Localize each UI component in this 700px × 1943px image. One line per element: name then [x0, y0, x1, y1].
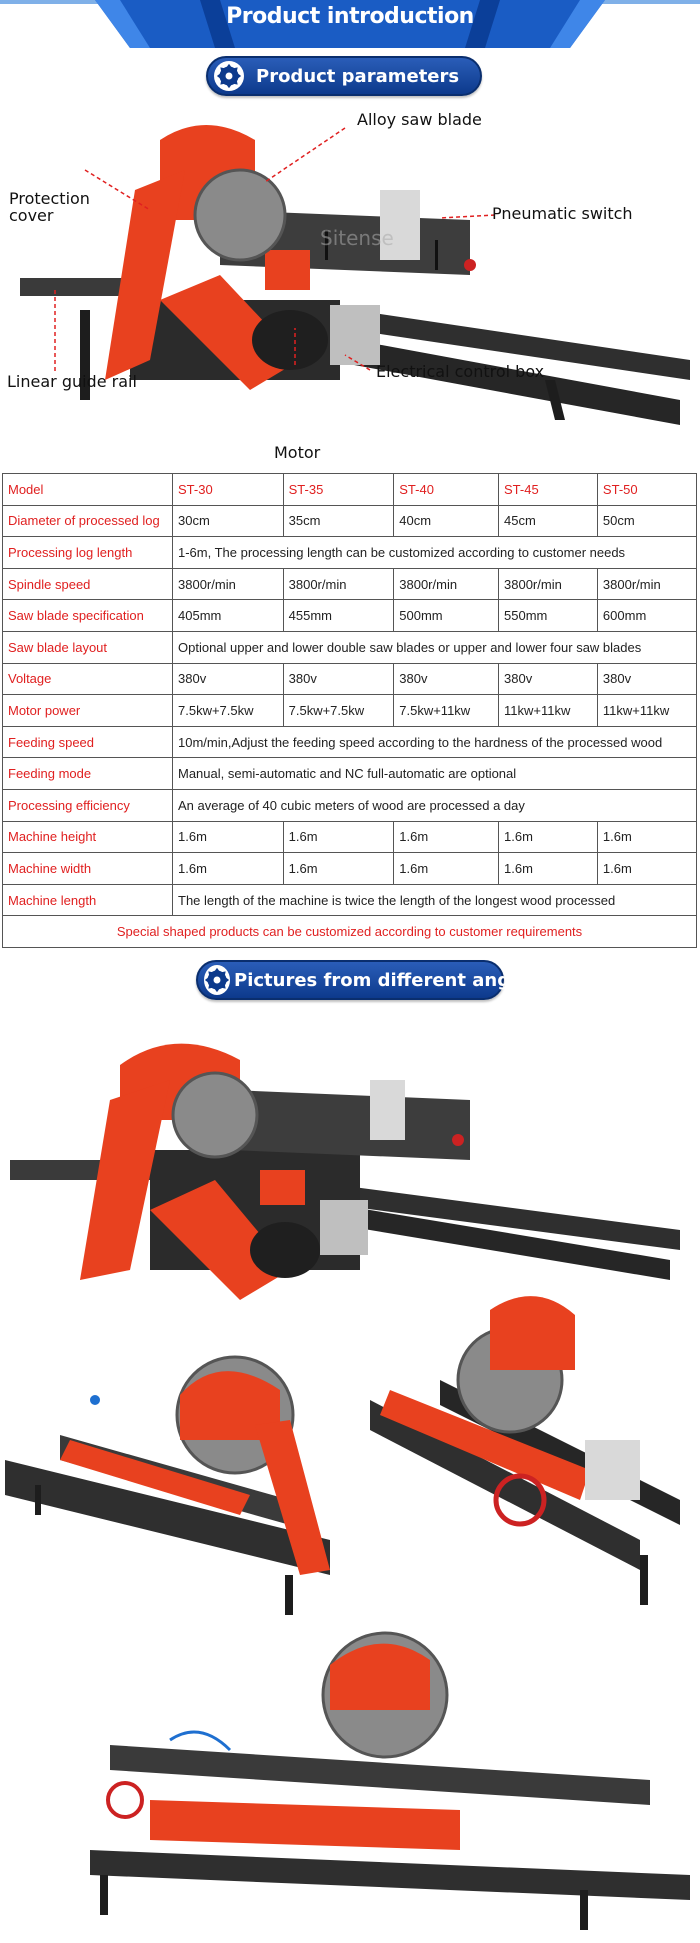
- table-cell: 45cm: [499, 505, 598, 537]
- row-label: Machine width: [3, 853, 173, 885]
- table-cell: 1.6m: [283, 853, 394, 885]
- table-cell: 7.5kw+7.5kw: [173, 695, 284, 727]
- table-row: [3, 789, 697, 821]
- table-cell: 1.6m: [283, 821, 394, 853]
- row-label: Motor power: [3, 695, 173, 727]
- section-title: Product parameters: [256, 65, 460, 87]
- table-cell: 1.6m: [597, 853, 696, 885]
- table-cell-span: Optional upper and lower double saw blades or upper and lower four saw blades: [173, 631, 697, 663]
- table-row: [3, 537, 697, 569]
- table-cell: 1.6m: [173, 821, 284, 853]
- machine-photo-side: [0, 1600, 700, 1940]
- table-cell-span: The length of the machine is twice the length of the longest wood processed: [173, 884, 697, 916]
- saw-blade-icon: [214, 61, 244, 91]
- table-cell: 1.6m: [394, 821, 499, 853]
- table-cell: 550mm: [499, 600, 598, 632]
- table-cell: 1.6m: [499, 821, 598, 853]
- table-cell: 500mm: [394, 600, 499, 632]
- table-cell: 1.6m: [173, 853, 284, 885]
- table-cell-span: An average of 40 cubic meters of wood are processed a day: [173, 789, 697, 821]
- row-label: Saw blade specification: [3, 600, 173, 632]
- table-header-cell: ST-40: [394, 474, 499, 506]
- top-banner: [0, 0, 700, 50]
- machine-main-photo: [0, 100, 700, 465]
- table-cell: 380v: [173, 663, 284, 695]
- row-label: Processing efficiency: [3, 789, 173, 821]
- table-header-cell: ST-45: [499, 474, 598, 506]
- table-cell: 11kw+11kw: [499, 695, 598, 727]
- table-header-cell: ST-50: [597, 474, 696, 506]
- table-header-label: Model: [3, 474, 173, 506]
- callout-motor: Motor: [274, 443, 321, 462]
- table-row: [3, 663, 697, 695]
- row-label: Machine height: [3, 821, 173, 853]
- table-cell: 50cm: [597, 505, 696, 537]
- table-cell-span: 1-6m, The processing length can be customized according to customer needs: [173, 537, 697, 569]
- callout-protection-cover: Protection cover: [9, 189, 90, 225]
- watermark: Sitense: [320, 226, 394, 250]
- table-cell: 1.6m: [499, 853, 598, 885]
- row-label: Diameter of processed log: [3, 505, 173, 537]
- table-cell: 1.6m: [394, 853, 499, 885]
- saw-blade-icon: [204, 965, 230, 995]
- table-cell: 11kw+11kw: [597, 695, 696, 727]
- callout-alloy-saw-blade: Alloy saw blade: [357, 110, 482, 129]
- table-cell: 7.5kw+11kw: [394, 695, 499, 727]
- table-row: [3, 505, 697, 537]
- table-cell: 380v: [394, 663, 499, 695]
- banner-title: Product introduction: [226, 4, 474, 29]
- table-cell: 3800r/min: [173, 568, 284, 600]
- table-note-row: [3, 916, 697, 948]
- row-label: Saw blade layout: [3, 631, 173, 663]
- row-label: Processing log length: [3, 537, 173, 569]
- section-title: Pictures from different angles: [234, 969, 540, 991]
- table-row: [3, 600, 697, 632]
- table-row: [3, 884, 697, 916]
- table-cell-span: 10m/min,Adjust the feeding speed according to the hardness of the processed wood: [173, 726, 697, 758]
- table-cell: 40cm: [394, 505, 499, 537]
- machine-photo-left-angle: [0, 1310, 360, 1640]
- table-cell: 35cm: [283, 505, 394, 537]
- table-cell: 3800r/min: [283, 568, 394, 600]
- table-row: [3, 853, 697, 885]
- callout-linear-guide-rail: Linear guide rail: [7, 372, 137, 391]
- table-cell: 380v: [499, 663, 598, 695]
- table-cell: 3800r/min: [597, 568, 696, 600]
- machine-photo-right-angle: [360, 1270, 700, 1630]
- callout-pneumatic-switch: Pneumatic switch: [492, 204, 633, 223]
- table-header-row: [3, 474, 697, 506]
- table-cell: 600mm: [597, 600, 696, 632]
- section-header-pictures: [196, 960, 540, 1000]
- table-cell-span: Manual, semi-automatic and NC full-automatic are optional: [173, 758, 697, 790]
- table-header-cell: ST-35: [283, 474, 394, 506]
- callout-electrical-control-box: Electrical control box: [376, 362, 545, 381]
- table-row: [3, 726, 697, 758]
- table-row: [3, 568, 697, 600]
- table-cell: 455mm: [283, 600, 394, 632]
- table-header-cell: ST-30: [173, 474, 284, 506]
- table-row: [3, 821, 697, 853]
- table-cell: 380v: [597, 663, 696, 695]
- row-label: Spindle speed: [3, 568, 173, 600]
- table-row: [3, 695, 697, 727]
- row-label: Voltage: [3, 663, 173, 695]
- parameter-table: [2, 473, 697, 948]
- table-cell: 1.6m: [597, 821, 696, 853]
- table-cell: 3800r/min: [499, 568, 598, 600]
- row-label: Feeding speed: [3, 726, 173, 758]
- table-cell: 7.5kw+7.5kw: [283, 695, 394, 727]
- row-label: Machine length: [3, 884, 173, 916]
- table-cell: 3800r/min: [394, 568, 499, 600]
- table-row: [3, 758, 697, 790]
- table-note: Special shaped products can be customized according to customer requirements: [3, 916, 697, 948]
- machine-photo-front: [0, 1010, 700, 1310]
- table-row: [3, 631, 697, 663]
- table-cell: 30cm: [173, 505, 284, 537]
- row-label: Feeding mode: [3, 758, 173, 790]
- table-cell: 405mm: [173, 600, 284, 632]
- table-cell: 380v: [283, 663, 394, 695]
- section-header-product-parameters: [206, 56, 482, 96]
